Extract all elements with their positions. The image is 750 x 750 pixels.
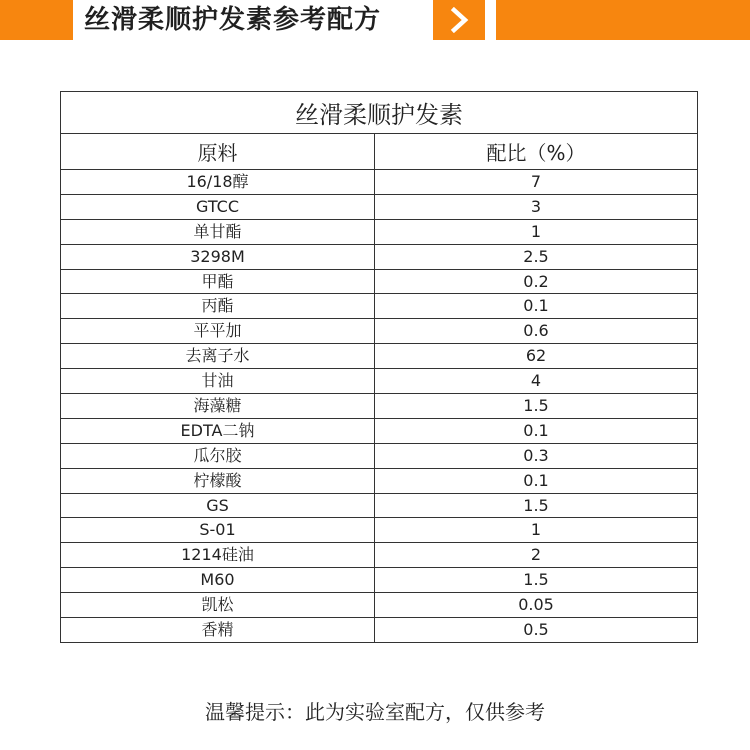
ratio-cell: 1: [375, 219, 698, 244]
ratio-cell: 2.5: [375, 244, 698, 269]
table-row: [61, 418, 698, 443]
formula-table: [60, 91, 698, 643]
table-row: [61, 219, 698, 244]
footer-note: 温馨提示：此为实验室配方，仅供参考: [205, 700, 545, 724]
ingredient-cell: S-01: [61, 518, 375, 543]
ratio-cell: 0.1: [375, 294, 698, 319]
banner-accent-right: [496, 0, 750, 40]
ratio-cell: 7: [375, 170, 698, 195]
table-row: [61, 294, 698, 319]
table-title: 丝滑柔顺护发素: [61, 92, 698, 134]
column-header-ratio: 配比（%）: [375, 134, 698, 170]
ingredient-cell: 单甘酯: [61, 219, 375, 244]
table-row: [61, 269, 698, 294]
ingredient-cell: EDTA二钠: [61, 418, 375, 443]
ratio-cell: 1.5: [375, 568, 698, 593]
ingredient-cell: GTCC: [61, 194, 375, 219]
table-row: [61, 618, 698, 643]
table-row: [61, 394, 698, 419]
ingredient-cell: 3298M: [61, 244, 375, 269]
ingredient-cell: 甲酯: [61, 269, 375, 294]
ingredient-cell: 平平加: [61, 319, 375, 344]
ingredient-cell: GS: [61, 493, 375, 518]
column-header-ingredient: 原料: [61, 134, 375, 170]
ingredient-cell: 海藻糖: [61, 394, 375, 419]
ratio-cell: 0.1: [375, 468, 698, 493]
banner-arrow-box: [433, 0, 485, 40]
table-row: [61, 518, 698, 543]
table-row: [61, 194, 698, 219]
ingredient-cell: 1214硅油: [61, 543, 375, 568]
ratio-cell: 0.6: [375, 319, 698, 344]
ratio-cell: 62: [375, 344, 698, 369]
table-row: [61, 443, 698, 468]
table-row: [61, 493, 698, 518]
ratio-cell: 1: [375, 518, 698, 543]
ingredient-cell: 丙酯: [61, 294, 375, 319]
table-body: [61, 170, 698, 643]
ingredient-cell: 香精: [61, 618, 375, 643]
ingredient-cell: 16/18醇: [61, 170, 375, 195]
ratio-cell: 0.1: [375, 418, 698, 443]
chevron-right-icon: [446, 7, 472, 33]
ratio-cell: 1.5: [375, 394, 698, 419]
table-row: [61, 369, 698, 394]
ingredient-cell: 柠檬酸: [61, 468, 375, 493]
ratio-cell: 3: [375, 194, 698, 219]
table-row: [61, 543, 698, 568]
ratio-cell: 2: [375, 543, 698, 568]
table-row: [61, 468, 698, 493]
banner-accent-left: [0, 0, 73, 40]
header-banner: [0, 0, 750, 40]
table-row: [61, 593, 698, 618]
ratio-cell: 0.2: [375, 269, 698, 294]
table-row: [61, 319, 698, 344]
ingredient-cell: 去离子水: [61, 344, 375, 369]
ingredient-cell: 瓜尔胶: [61, 443, 375, 468]
table-row: [61, 170, 698, 195]
table-row: [61, 344, 698, 369]
ratio-cell: 4: [375, 369, 698, 394]
ratio-cell: 0.3: [375, 443, 698, 468]
table-row: [61, 244, 698, 269]
ingredient-cell: M60: [61, 568, 375, 593]
ratio-cell: 1.5: [375, 493, 698, 518]
table-row: [61, 568, 698, 593]
ingredient-cell: 甘油: [61, 369, 375, 394]
banner-title: 丝滑柔顺护发素参考配方: [84, 5, 382, 35]
ratio-cell: 0.05: [375, 593, 698, 618]
ratio-cell: 0.5: [375, 618, 698, 643]
ingredient-cell: 凯松: [61, 593, 375, 618]
